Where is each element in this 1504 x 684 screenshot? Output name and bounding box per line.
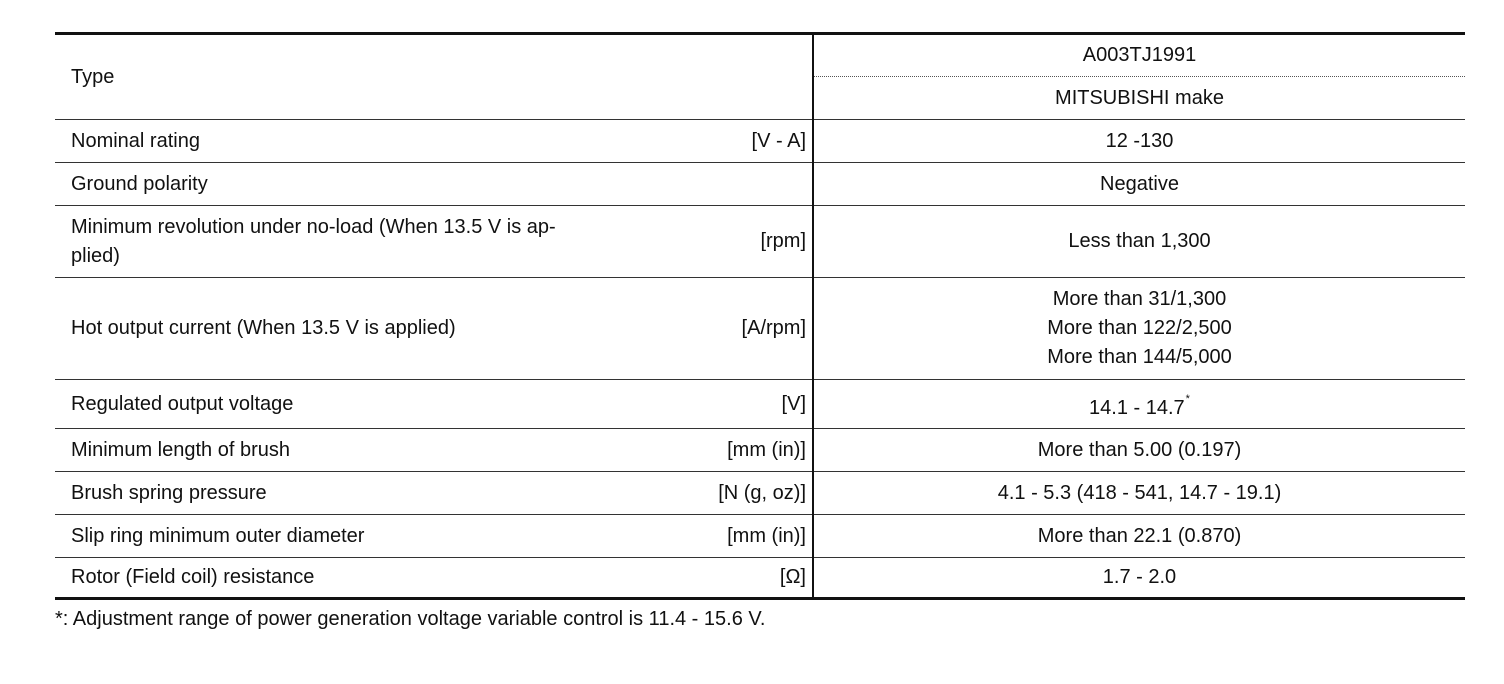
- type-model-value: A003TJ1991: [1082, 44, 1197, 66]
- row-label: Regulated output voltage: [71, 392, 294, 415]
- row-unit: [N (g, oz)]: [671, 472, 813, 515]
- table-row: [55, 515, 1465, 558]
- value-line-3: More than 144/5,000: [1047, 346, 1232, 368]
- value-line-1: More than 31/1,300: [1052, 288, 1227, 310]
- table-row: [55, 429, 1465, 472]
- row-unit: [rpm]: [671, 206, 813, 278]
- row-value: 4.1 - 5.3 (418 - 541, 14.7 - 19.1): [997, 481, 1282, 504]
- row-label: [55, 206, 671, 278]
- row-label: Brush spring pressure: [71, 481, 267, 504]
- table-row: [55, 380, 1465, 429]
- row-value: [813, 380, 1465, 429]
- row-label-line-2: plied): [71, 244, 120, 267]
- table-row-type-1: [55, 34, 1465, 77]
- footnote-marker: *: [1185, 393, 1190, 405]
- row-label: Rotor (Field coil) resistance: [71, 566, 315, 588]
- voltage-range-value: 14.1 - 14.7: [1089, 397, 1185, 419]
- type-label: Type: [55, 34, 813, 120]
- value-line-2: More than 122/2,500: [1047, 317, 1232, 339]
- row-unit: [671, 163, 813, 206]
- row-label: Slip ring minimum outer diameter: [71, 524, 365, 547]
- row-label: Nominal rating: [71, 129, 200, 152]
- row-unit: [V - A]: [671, 120, 813, 163]
- row-unit: [V]: [671, 380, 813, 429]
- row-value: More than 5.00 (0.197): [1037, 438, 1242, 461]
- footnote: *: Adjustment range of power generation voltage variable control is 11.4 - 15.6 V.: [55, 608, 766, 630]
- table-row: [55, 558, 1465, 599]
- row-value: More than 22.1 (0.870): [1037, 524, 1242, 547]
- table-row: [55, 206, 1465, 278]
- table-row: [55, 120, 1465, 163]
- row-unit: [Ω]: [671, 558, 813, 599]
- row-label: Ground polarity: [71, 172, 208, 195]
- row-unit: [mm (in)]: [671, 429, 813, 472]
- row-value: Less than 1,300: [1068, 230, 1211, 252]
- table-row: [55, 278, 1465, 380]
- alternator-spec-table: [55, 32, 1465, 600]
- row-label: Hot output current (When 13.5 V is applied): [71, 317, 456, 339]
- row-label: Minimum length of brush: [71, 438, 290, 461]
- row-unit: [mm (in)]: [671, 515, 813, 558]
- row-value: [813, 278, 1465, 380]
- row-value: Negative: [1100, 172, 1179, 195]
- row-unit: [A/rpm]: [671, 278, 813, 380]
- row-value: 12 -130: [1105, 129, 1174, 152]
- row-value: 1.7 - 2.0: [1102, 566, 1177, 588]
- type-make-value: MITSUBISHI make: [1055, 86, 1224, 109]
- row-label-line-1: Minimum revolution under no-load (When 13.5 V is ap-: [71, 215, 556, 238]
- table-row: [55, 163, 1465, 206]
- table-row: [55, 472, 1465, 515]
